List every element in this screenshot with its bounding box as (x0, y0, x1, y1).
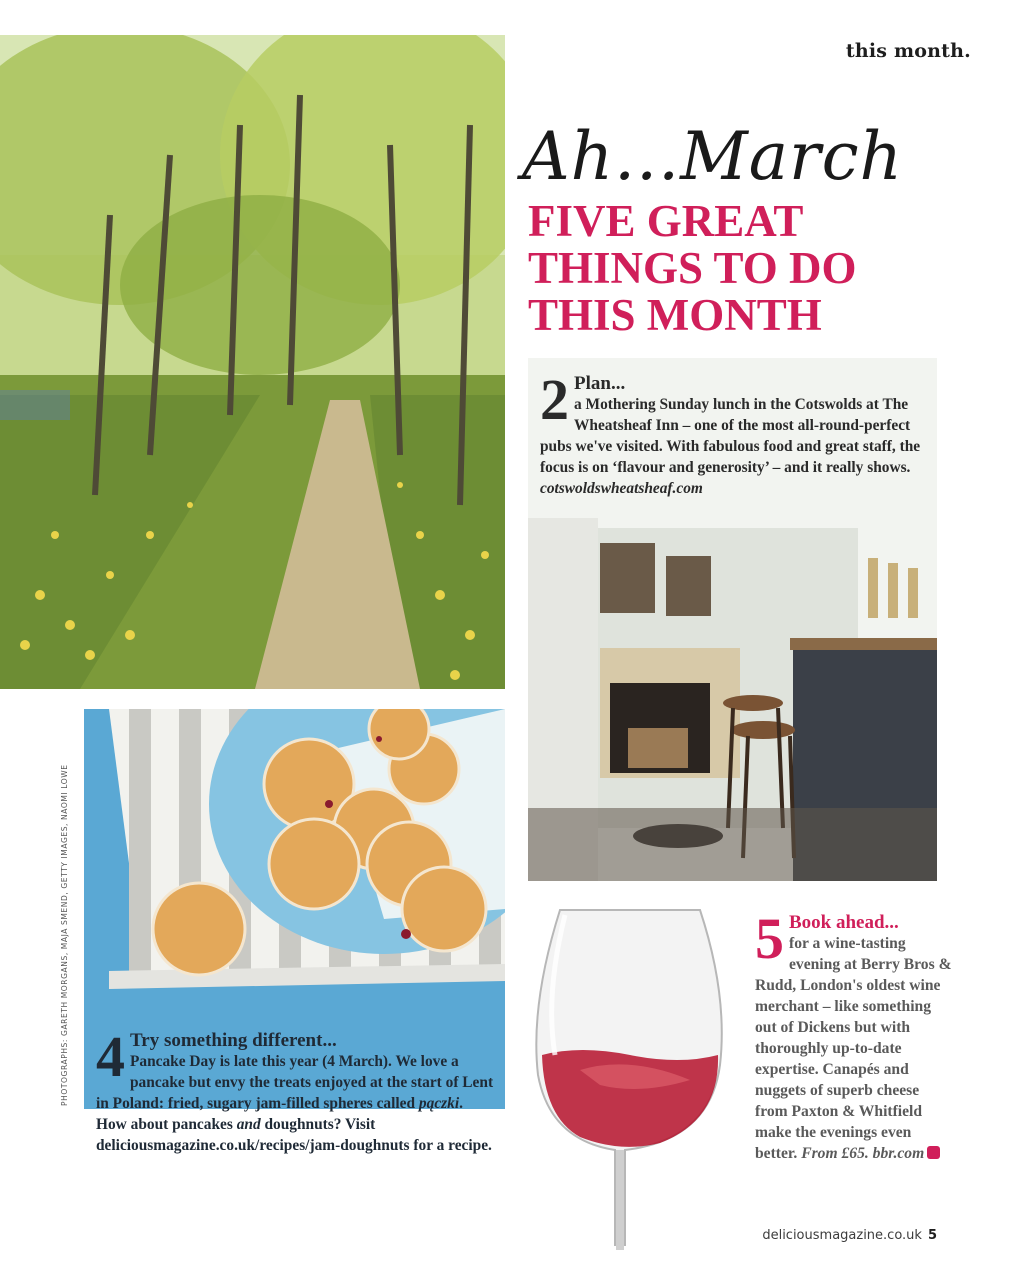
item-body: doughnuts? Visit deliciousmagazine.co.uk/recipes/jam-doughnuts for a recipe. (96, 1116, 492, 1154)
headline-line-1: FIVE GREAT (528, 196, 804, 246)
script-title: Ah...March (522, 118, 904, 195)
delicious-logo-icon (927, 1146, 940, 1159)
section-label: this month. (845, 40, 971, 62)
item-5-book-ahead (755, 906, 955, 1164)
page-footer (762, 1228, 937, 1243)
wine-glass-photo (520, 905, 745, 1255)
item-heading: Try something different... (130, 1030, 337, 1051)
item-body: . How about pancakes (96, 1095, 463, 1133)
wine-glass-illustration (520, 905, 745, 1255)
park-path-photo (0, 35, 505, 689)
page-number: 5 (927, 1228, 937, 1243)
item-number: 4 (96, 1024, 125, 1089)
item-2-plan (540, 367, 925, 499)
page-headline (528, 198, 978, 339)
headline-line-3: THIS MONTH (528, 290, 822, 340)
item-4-try-something-different (96, 1024, 496, 1156)
headline-line-2: THINGS TO DO (528, 243, 857, 293)
item-number: 5 (755, 906, 784, 971)
item-url[interactable]: bbr.com (872, 1145, 925, 1162)
item-heading: Plan... (574, 373, 626, 394)
item-heading: Book ahead... (789, 912, 899, 933)
item-body: Pancake Day is late this year (4 March). We love a pancake but envy the treats enjoyed at the start of Lent in Poland: fried, sugary jam-filled spheres called (96, 1053, 494, 1112)
item-body: for a wine-tasting evening at Berry Bros & Rudd, London's oldest wine merchant – like something out of Dickens but with thoroughly up-to-date expertise. Canapés and nuggets of superb cheese from Paxton & Whitfield make the evenings even better. (755, 935, 952, 1162)
item-body-italic: pączki (418, 1095, 460, 1112)
item-url[interactable]: cotswoldswheatsheaf.com (540, 480, 703, 497)
footer-site[interactable]: deliciousmagazine.co.uk (762, 1228, 922, 1243)
park-path-illustration (0, 35, 505, 689)
photo-credit: PHOTOGRAPHS: GARETH MORGANS, MAJA SMEND, GETTY IMAGES, NAOMI LOWE (60, 764, 69, 1106)
item-price: From £65. (801, 1145, 873, 1162)
item-number: 2 (540, 367, 569, 432)
item-body-italic: and (236, 1116, 261, 1133)
item-body: a Mothering Sunday lunch in the Cotswolds at The Wheatsheaf Inn – one of the most all-round-perfect pubs we've visited. With fabulous food and great staff, the focus is on ‘flavour and generosity’ – and it really shows. (540, 396, 921, 476)
